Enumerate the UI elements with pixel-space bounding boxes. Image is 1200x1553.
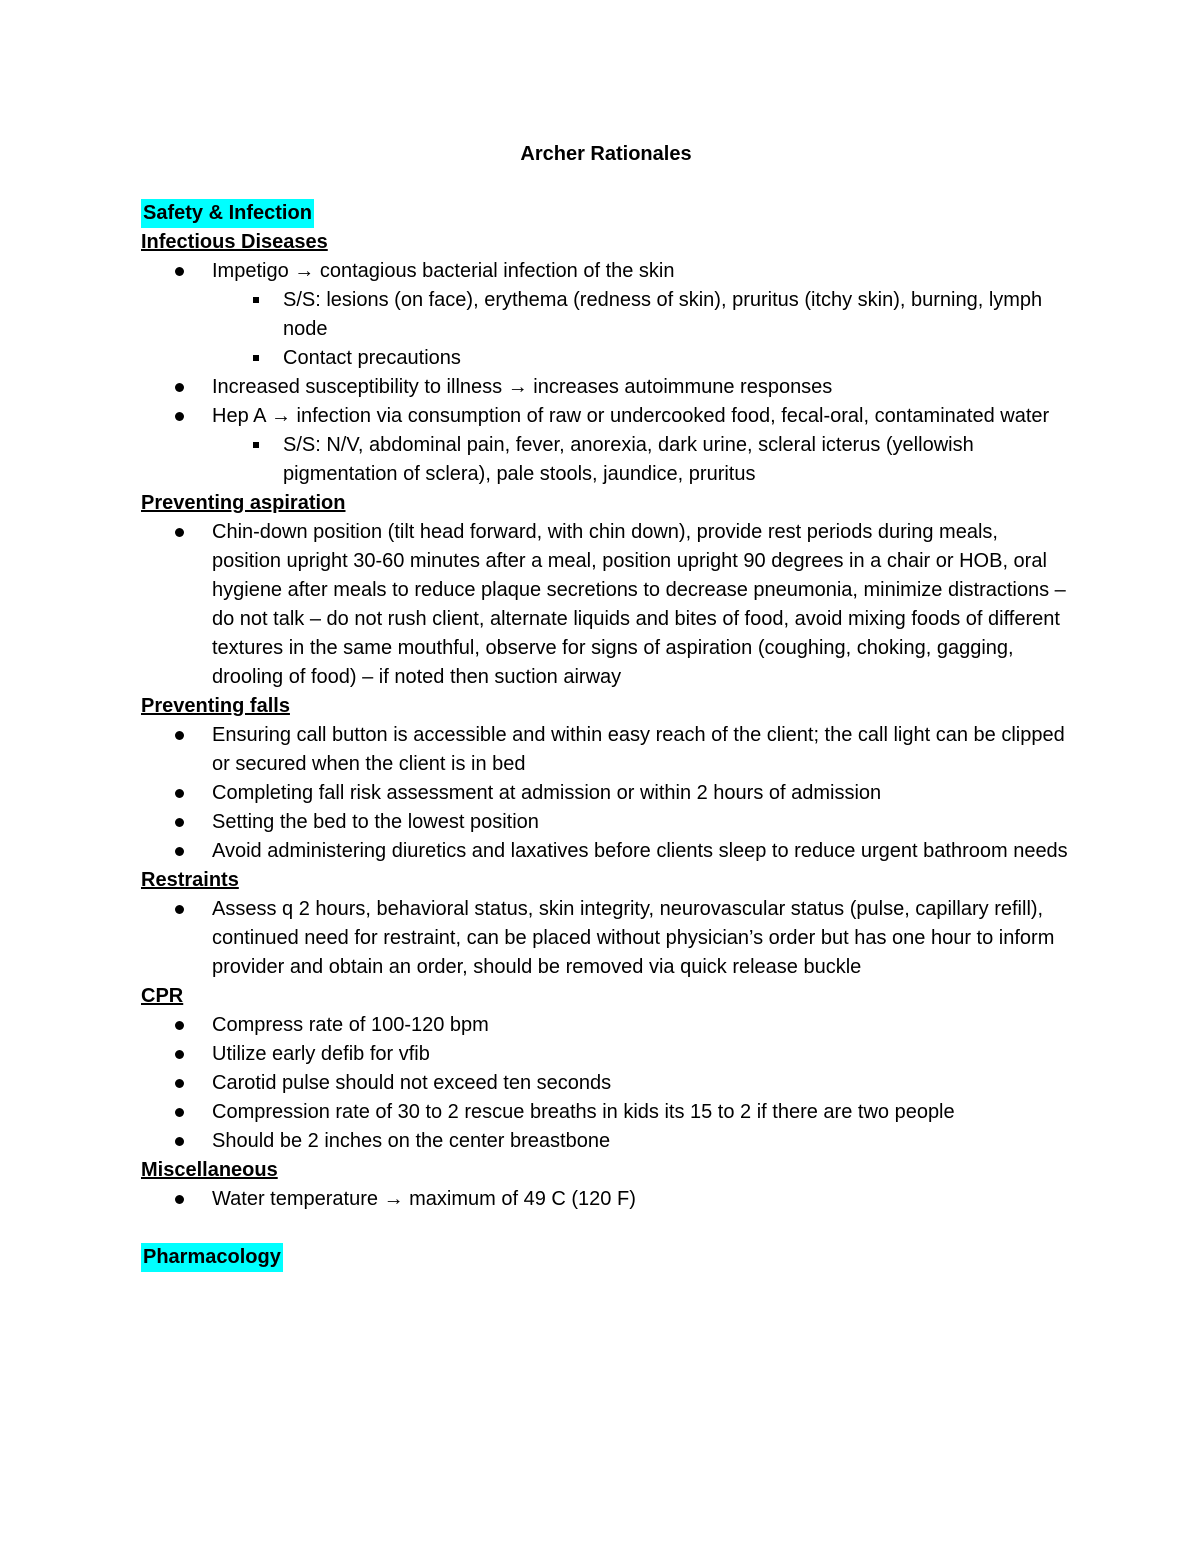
list-item-water-temperature [141,1185,1071,1214]
bullet-icon [175,412,184,421]
list-item [141,1127,1071,1156]
list-item-impetigo [141,257,1071,286]
infectious-diseases-list [141,257,1071,489]
cpr-list [141,1011,1071,1156]
bullet-icon [175,1108,184,1117]
list-item-text: Assess q 2 hours, behavioral status, skin integrity, neurovascular status (pulse, capillary refill), continued need for restraint, can be placed without physician’s order but has one hour to inform provider and obtain an order, should be removed via quick release buckle [212,898,1055,978]
section-heading-pharmacology: Pharmacology [141,1243,283,1272]
subheading-preventing-falls: Preventing falls [141,695,290,717]
list-item-text: Should be 2 inches on the center breastbone [212,1130,611,1152]
square-bullet-icon [253,297,259,303]
list-item-text: Ensuring call button is accessible and within easy reach of the client; the call light can be clipped or secured when the client is in bed [212,724,1065,775]
list-item-text: Avoid administering diuretics and laxatives before clients sleep to reduce urgent bathroom needs [212,840,1068,862]
list-item [141,837,1071,866]
bullet-icon [175,1195,184,1204]
arrow-right-icon: → [383,1188,404,1210]
list-item-hep-a [141,402,1071,431]
bullet-icon [175,731,184,740]
hep-a-definition: infection via consumption of raw or undercooked food, fecal-oral, contaminated water [296,405,1050,427]
list-item-text: Carotid pulse should not exceed ten seconds [212,1072,612,1094]
falls-list [141,721,1071,866]
bullet-icon [175,383,184,392]
water-temperature-term: Water temperature [212,1188,378,1210]
subheading-preventing-aspiration: Preventing aspiration [141,492,346,514]
list-item-text: Chin-down position (tilt head forward, with chin down), provide rest periods during meals, position upright 30-60 minutes after a meal, position upright 90 degrees in a chair or HOB, oral hygiene after meals to reduce plaque secretions to decrease pneumonia, minimize distractions – do not talk – do not rush client, alternate liquids and bites of food, avoid mixing foods of different textures in the same mouthful, observe for signs of aspiration (coughing, choking, gagging, drooling of food) – if noted then suction airway [212,521,1066,688]
list-item-text: Setting the bed to the lowest position [212,811,539,833]
document-page [141,140,1071,1272]
square-bullet-icon [253,442,259,448]
bullet-icon [175,1137,184,1146]
section-pharmacology [141,1243,1071,1272]
impetigo-definition: contagious bacterial infection of the skin [319,260,675,282]
hep-a-term: Hep A [212,405,266,427]
impetigo-term: Impetigo [212,260,289,282]
list-item [141,518,1071,692]
susceptibility-definition: increases autoimmune responses [533,376,833,398]
subheading-cpr: CPR [141,985,184,1007]
document-title: Archer Rationales [520,143,692,165]
hep-a-signs-text: S/S: N/V, abdominal pain, fever, anorexia, dark urine, scleral icterus (yellowish pigmentation of sclera), pale stools, jaundice, pruritus [283,434,974,485]
list-item [141,808,1071,837]
arrow-right-icon: → [507,376,528,398]
impetigo-precautions-text: Contact precautions [283,347,461,369]
restraints-list [141,895,1071,982]
bullet-icon [175,1021,184,1030]
arrow-right-icon: → [270,405,291,427]
square-bullet-icon [253,355,259,361]
bullet-icon [175,818,184,827]
list-subitem-impetigo-precautions [141,344,1071,373]
bullet-icon [175,1050,184,1059]
list-subitem-hep-a-signs [141,431,1071,489]
impetigo-signs-text: S/S: lesions (on face), erythema (redness of skin), pruritus (itchy skin), burning, lymph node [283,289,1043,340]
water-temperature-value: maximum of 49 C (120 F) [409,1188,636,1210]
section-heading-safety-infection: Safety & Infection [141,199,314,228]
list-item-susceptibility [141,373,1071,402]
list-item-text: Compress rate of 100-120 bpm [212,1014,489,1036]
list-item-text: Completing fall risk assessment at admission or within 2 hours of admission [212,782,882,804]
list-subitem-impetigo-signs [141,286,1071,344]
list-item-text: Utilize early defib for vfib [212,1043,430,1065]
bullet-icon [175,528,184,537]
list-item [141,779,1071,808]
list-item [141,1069,1071,1098]
bullet-icon [175,267,184,276]
miscellaneous-list [141,1185,1071,1214]
aspiration-list [141,518,1071,692]
list-item [141,1040,1071,1069]
susceptibility-term: Increased susceptibility to illness [212,376,503,398]
list-item [141,1098,1071,1127]
bullet-icon [175,789,184,798]
bullet-icon [175,905,184,914]
arrow-right-icon: → [294,260,315,282]
list-item [141,895,1071,982]
list-item [141,1011,1071,1040]
bullet-icon [175,847,184,856]
subheading-miscellaneous: Miscellaneous [141,1159,278,1181]
list-item-text: Compression rate of 30 to 2 rescue breaths in kids its 15 to 2 if there are two people [212,1101,955,1123]
subheading-infectious-diseases: Infectious Diseases [141,231,328,253]
bullet-icon [175,1079,184,1088]
subheading-restraints: Restraints [141,869,239,891]
list-item [141,721,1071,779]
section-safety-infection [141,199,1071,228]
